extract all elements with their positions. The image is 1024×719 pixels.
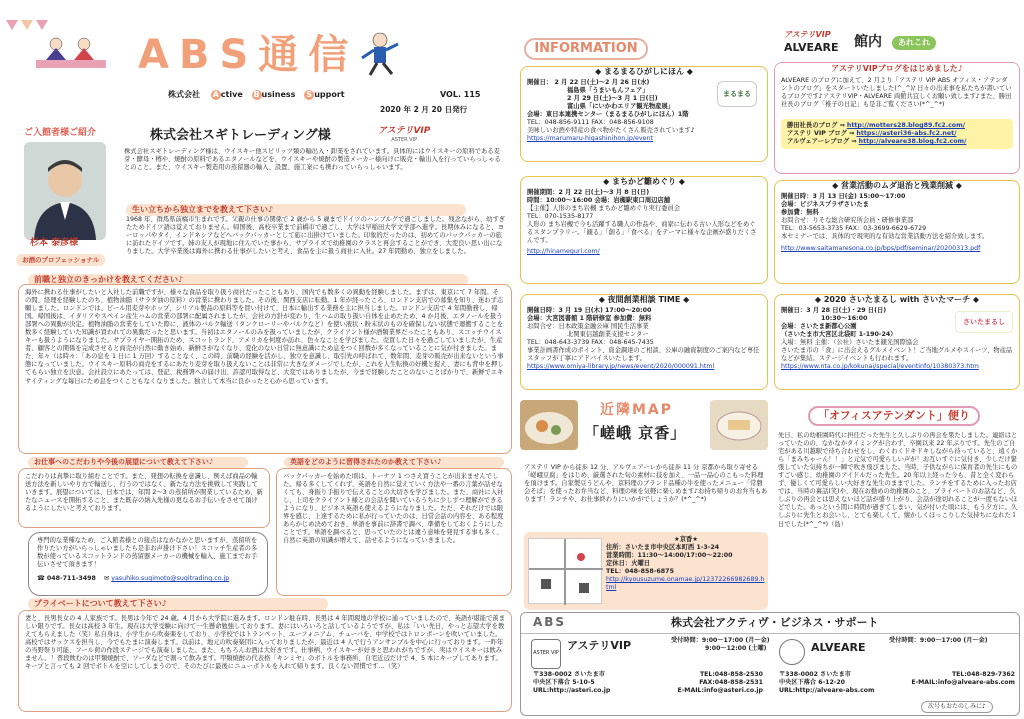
kinrin-url[interactable]: http://kyousuzume.onamae.jp/12372266982689.html xyxy=(606,576,765,592)
footer-asteri-name: アステリVIP xyxy=(567,639,632,652)
acronym-letter-b: B xyxy=(253,90,260,99)
kinrin-info xyxy=(524,532,768,610)
event-line: 開催日： 2 月 22 日(土)〜2 月 26 日(水) xyxy=(527,79,650,86)
kannai-ribbon: あれこれ xyxy=(892,36,936,50)
footer-company-name: 株式会社アクティヴ・ビジネス・サポート xyxy=(671,616,879,629)
kinrin-shop-name: 「嵯峨 京香」 xyxy=(584,424,687,442)
kannai-logo-bottom: ALVEARE xyxy=(784,41,839,54)
event-link[interactable]: https://www.omiya-library.jp/news/event/2020/000091.html xyxy=(527,363,715,371)
kinrin-info-line: TEL：048-858-6875 xyxy=(606,568,674,576)
food-photo-right xyxy=(710,400,768,450)
event-link[interactable]: http://hinameguri.com/ xyxy=(527,248,600,256)
info-event-2 xyxy=(520,176,768,284)
event-line: TEL：070-1535-8177 xyxy=(527,213,594,221)
private-box xyxy=(18,610,512,712)
event-line: 参加費：無料 xyxy=(781,209,819,217)
information-title: INFORMATION xyxy=(524,38,648,60)
abs-footer-logo: ABS xyxy=(533,615,567,629)
marumaru-logo: まるまる xyxy=(717,81,757,107)
private-heading: プライベートについて教えて下さい♪ xyxy=(28,598,328,610)
acronym-word-active: ctive xyxy=(220,90,243,99)
food-photo-left xyxy=(520,400,578,450)
contact-line xyxy=(29,575,267,583)
event-line: お問合せ：りそな総合研究所会員・研修事業部 xyxy=(781,217,914,225)
event-line: TEL：048-643-3739 FAX：048-645-7435 xyxy=(527,339,654,347)
phone-icon: ☎ xyxy=(37,575,45,582)
contact-mail[interactable]: yasuhiko.sugimoto@sugitrading.co.jp xyxy=(111,575,230,582)
mail-icon: ✉ xyxy=(103,575,110,582)
event-line: 【主催】人形のまち岩槻 まちかど雛めぐり実行委員会 xyxy=(527,205,681,213)
blog-link[interactable]: https://asteri36-abs.fc2.net/ xyxy=(856,130,957,138)
contact-text: 専門的な業種なため、ご入館者様との接点はなかなかと思いますが、蒸留所を作りたい方がいらっしゃいましたら是非お声掛け下さい！スコッチ生産者の多数が使っているスコットランドの蒸留器メーカーの機械を輸入、施工までお手伝いさせて頂きます！ xyxy=(37,537,258,569)
next-issue-note: 次号もおたのしみに♪ xyxy=(921,701,993,713)
section-body-2: 海外に携わる仕事がしたいと入社した前職ですが、様々な食品を取り扱う商社だったこともあり、国内でも数多くの異動を経験しました。まずは、東京にて 7 年間。その間、経理を経験したのち、植物油脂（サラダ油の原料）の営業に携わりました。その後、関西支店に転勤。1 年が経ったころ、ロンドン支店での募集を知り、迷わず志願しました。ロンドンでは、ビール用麦芽やホップ、シリアル製品の原料等を買い付けて、日本に輸出する業務を主に担当しました。ロンドン支店で 4 年間勤務し、帰国。帰国後は、イタリアやスペイン産生ハムの営業の部署に配属されましたが、会社の方針が変わり、生ハムの取り扱い自体を止めたため、4 か月後、エタノールを扱う部署への異動が決定。植物油脂の営業をしていた際に、液体のバルク輸送（タンクローリーやバルクなど）を使い液状・粉末状のものを確保しない状態で運搬することを数多く経験していた知識が買われての異動だったと思います。当初はエタノールのみを扱っていましたが、クライアント様が酒類業界だったこともあり、スコッチウイスキーも扱うようになりました。サプライヤー開拓のため、スコットランド、アメリカを何度か訪れ、色々なことを学びました。売買した日々を過ごしていましたが、生産者、顧客との関係を完成させると商売が自然に動き始め、新鮮さがなくなり、変化のない日常に無意識にため息をつく回数が多くなっていることに気が付きました。また、年々（は時々：「あの息を 1 日に 1 万回）することなく、この時、前職の経験を活かし、独立を意識し、取引先の呼ばれて、数年間、麦芽の販売が出来ないという事態になっていました。ウイスキー原料の商売をするにあたり麦芽を取り扱えないことは非常に大きなダメージでしたが、これを人生転換の好機と捉え、妻にも背中を押してもらい独立を決意。会社設立にあたっては、登記、税務署への届け出、許認可取得など、大変ではありましたが、今まで経験したことのないことばかりで、新鮮でエキサイティングな毎日にため息をつくこともなくなりました。独立して本当に良かったと心から思っています。 xyxy=(25,289,504,385)
blog-link-label: アルヴェアーレブログ ⇒ xyxy=(787,138,857,146)
event-line: 会場：さいたま新都心公園 xyxy=(781,323,857,331)
kannai-title: 館内 xyxy=(854,34,882,50)
event-link[interactable]: http://www.saitamaresona.co.jp/bps/pdf/seminar/20200313.pdf xyxy=(781,245,981,253)
event-title: ◆ 営業活動のムダ退治と残業削減 ◆ xyxy=(832,181,962,190)
event-title: ◆ まるまるひがしにほん ◆ xyxy=(595,67,693,76)
private-body: 妻と、長男長女の 4 人家族です。長男は今年で 24 歳。4 月から大学院に進みます。ロンドン駐在時、長男は 4 年間現地の学校に通っていましたので、英語が堪能で羨ましい限りです。長女は高校 3 年生。現在は大学受験に向けて一生懸命勉強しております。妻にはいろいろと話しているようですが、私は「いい先日、やっと志望大学を教えてもらえました（笑）私自身は、小学生から吹奏楽をしており、小学校ではトランペット、ユーフォニアム、チューバを、中学校ではトロンボーンを吹いていました。高校ではサックスを担当し、今でもたまに演奏します。以前は、地元の吹奏楽団に入っておりましたが、最近は 4 人で行うアンサンブルを中心に行っております。一昨年の当野祭り可能、フール荷の作段ステージでも演奏しました。また、もちろんお酒は大好きです。仕事柄、ウイスキーが好きと思われがちですが、実はウイスキーは飲みません。！普段飲むのは甲類焼酎で、ソーダなどで割って飲みます。甲類焼酎の代表格「キンミヤ」のボトルを事務所、自宅近辺だけで 4、5 本にキープしてあります。キープと言っても 2 回でボトルを空にしてしまうので、そのたびに最後にニューボトルを入れて帰ります。良くない習慣です…（笑） xyxy=(25,615,505,671)
footer-alveare-mail[interactable]: E-MAIL:info@alveare-abs.com xyxy=(911,678,1015,686)
newsletter-title: ABS通信 xyxy=(138,32,359,78)
map-graphic xyxy=(528,538,602,604)
event-title: ◆ 夜間創業相談 TIME ◆ xyxy=(598,295,690,304)
event-line: 会場：ビジネスプラザさいたま xyxy=(781,201,869,209)
blog-link[interactable]: http://alveare38.blog.fc2.com/ xyxy=(858,138,967,146)
kinrin-header xyxy=(520,400,768,460)
event-line: （さいたま市大宮区北袋町 1-190-24） xyxy=(781,331,897,339)
kannai-event-2 xyxy=(774,294,1020,390)
event-line: 美味しいお酒や特産の食べ物がたくさん販売されています♪ xyxy=(527,127,695,135)
footer-alveare-addr1: 〒338-0002 さいたま市 xyxy=(779,671,851,678)
feature-company-title: 株式会社スギトレーディング様 xyxy=(150,128,331,143)
kannai-event-1 xyxy=(774,180,1020,284)
acronym-word-business: usiness xyxy=(261,90,296,99)
footer-alveare-url[interactable]: URL:http://alveare-abs.com xyxy=(779,686,875,694)
section-heading-3: お仕事へのこだわりや今後の展望について教えて下さい♪ xyxy=(28,457,248,468)
section-box-4 xyxy=(276,468,512,596)
kinrin-body: アステリ VIP から徒歩 12 分、アルヴェアーレから徒歩 11 分 京都から取り寄せる「嵯峨豆腐」をはじめ、厳選された旬の素材に技を加え、一品一品心のこもった料理を頂けます。自家製豆うどんや、京料理のブランド品種の牛を使ったメニュー「常磐会そば」を使ったお弁当など、料理の味を気軽に楽しめます♪お持ち帰りのお弁当もあります！ランチや、お仕事終わりにいかがでしょうか？(*^_^*) xyxy=(524,464,768,504)
acronym-word-support: upport xyxy=(314,90,345,99)
info-event-3 xyxy=(520,294,768,390)
footer-asteri-hours-sat: 9:00〜12:00 (土曜) xyxy=(705,644,767,652)
attendant-heading-text: 「オフィスアテンダント」便り xyxy=(808,406,980,426)
section-heading-4: 英語をどのように習得されたのか教えて下さい♪ xyxy=(284,457,504,468)
event-line: 入場：無料 主催：（公社）さいたま観光国際協会 xyxy=(781,339,919,347)
footer-alveare-logo-icon xyxy=(779,639,805,665)
section-body-3: こだわりは真摯に取り組むことです。また、発想の転換を意識し、例えば商品の輸送方法を新しいやり方で輸送し、行うのではなく、新たな方法を挑戦して実践していきます。展望については、日本では、年間 2〜3 の蒸留所が開業しているため、新たなニュースを開拓すること、また既存の納入先様の更なるお手伝いをさせて頂けるようにしたいと考えております。 xyxy=(25,473,263,513)
event-line: 開催日：3 月 28 日(土)・29 日(日) xyxy=(781,307,887,314)
event-line: 会場：東日本連携センター（まるまるひがしにほん）1階 xyxy=(527,111,689,119)
event-title: ◆ 2020 さいたまるし with さいたマーチ ◆ xyxy=(814,295,980,304)
footer-asteri-mail[interactable]: E-MAIL:info@asteri.co.jp xyxy=(677,686,763,694)
event-line: 2 月 29 日(土)〜3 月 1 日(日) xyxy=(567,95,658,103)
person-portrait xyxy=(24,142,106,240)
contact-tel: 048-711-3498 xyxy=(46,575,96,582)
footer-asteri-addr2: 中央区下落合 5-10-5 xyxy=(533,678,595,686)
section-box-2 xyxy=(18,284,512,454)
event-line: 開催日時：3 月 13 日(金) 15:00〜17:00 xyxy=(781,193,906,200)
event-link[interactable]: https://www.nta.co.jp/kokunai/special/eventinfo/10380373.htm xyxy=(781,363,979,371)
kinrin-info-line: 住所：さいたま市中央区本町西 1-3-24 xyxy=(606,544,720,552)
contact-box xyxy=(28,532,268,596)
volume-number: VOL. 115 xyxy=(440,90,481,99)
hina-dolls-illustration xyxy=(36,30,106,70)
event-line: TEL：048-856-9111 FAX：048-856-9108 xyxy=(527,119,654,127)
attendant-heading xyxy=(776,404,1020,426)
blog-box xyxy=(774,62,1020,174)
event-line: 事業計画書作成のポイント、資金調達のご相談、公庫の融資制度のご案内など専任スタッフが丁寧にアドバイスいたします。 xyxy=(527,347,760,363)
footer-alveare-hours: 受付時間：9:00〜17:00 (月〜金) xyxy=(889,637,988,644)
event-line: さいたま市の「食」に出会えるグルメイベント！ご当地グルメやスイーツ、物産品などが集結。ステージイベントも行われます。 xyxy=(781,347,1013,363)
person-label: お酒のプロフェッショナル xyxy=(16,254,105,266)
saitamarushi-logo: さいたまるし xyxy=(955,311,1013,333)
footer-alveare-name: ALVEARE xyxy=(811,641,866,654)
event-title: ◆ まちかど雛めぐり ◆ xyxy=(603,177,685,186)
event-line: 開催期間：2 月 22 日(土)〜3 月 8 日(日) xyxy=(527,189,650,196)
blog-link[interactable]: http://motters28.blog89.fc2.com/ xyxy=(846,122,965,129)
event-line: 本セミナーでは、具体的で現実的な有効な営業活動方法を紹介致します。 xyxy=(781,233,989,241)
footer-asteri-hours: 受付時間：9:00〜17:00 (月〜金) xyxy=(671,637,770,644)
asteri-vip-logo xyxy=(378,126,430,144)
kinrin-info-title: ★京香★ xyxy=(674,536,698,543)
event-line: 10:30〜16:00 xyxy=(821,315,868,323)
blog-heading: アステリVIPブログをはじめました♪ xyxy=(775,63,1019,75)
issue-date: 2020 年 2 月 20 日発行 xyxy=(380,105,468,114)
company-prefix: 株式会社 xyxy=(168,90,200,99)
event-line: TEL：03-5653-3735 FAX：03-3699-6629-6729 xyxy=(781,225,927,233)
event-line: 時間：10:00〜16:00 会場：岩槻駅東口周辺店舗 xyxy=(527,197,671,205)
footer-asteri-logo: ASTER VIP xyxy=(531,639,561,669)
footer-alveare-tel: TEL:048-829-7362 xyxy=(951,671,1015,678)
info-event-1 xyxy=(520,66,768,162)
section-body-1: 1968 年、群馬県前橋市生まれです。父親の仕事の関係で 2 歳から 5 歳までドイツのハンブルグで過ごしました。残念ながら、幼すぎたためドイツ語は覚えておりません。帰国後、高校卒業まで前橋市で過ごし、大学は早稲田大学文学部へ進学。長期休みになると、ヨーロッパやタイ、インドネシアなどへバックパッカーとして旅に出掛けていました。印象的だったのは、初めてのバックパッカーの旅に訪れたドイツです。姉の友人が現地に住んでいた事から、サプライズで幼稚園のクラスと再会することができ、大変良い思い出になりました。大学卒業後は海外に携わる仕事がしたいと考え、食品を主に扱う商社に入社。27 年間勤め、独立をしました。 xyxy=(126,216,506,256)
footer-alveare-addr2: 中央区下落合 6-12-20 xyxy=(779,678,845,686)
acronym-letter-s: S xyxy=(304,90,314,100)
event-line: 北関東信越創業支援センター xyxy=(567,331,649,339)
blog-link-label: 勝田社長のブログ ⇒ xyxy=(787,122,845,129)
kannai-header xyxy=(780,30,1016,58)
footer-asteri-tel: TEL:048-858-2530 xyxy=(699,671,763,678)
blog-link-label: アステリ VIP ブログ ⇒ xyxy=(787,130,855,138)
section-heading-1: 生い立ちから独立までを教えて下さい♪ xyxy=(126,204,466,216)
logo-text: アステリVIP xyxy=(378,126,431,136)
event-line: 会場：大宮図書館 1 階研修室 参加費：無料 xyxy=(527,315,652,323)
event-line: 開催日時：3 月 19 日(木) 17:00〜20:00 xyxy=(527,307,652,314)
kannai-logo-top: アステリVIP xyxy=(784,30,831,39)
section-heading-2: 前職と独立のきっかけを教えてください♪ xyxy=(28,274,468,286)
acronym-letter-a: A xyxy=(212,90,219,99)
event-line: お問合せ：日本政策金融公庫 国民生活事業 xyxy=(527,323,649,331)
footer-asteri-addr1: 〒338-0002 さいたま市 xyxy=(533,671,605,678)
logo-subtext: ASTER VIP xyxy=(391,137,418,144)
event-line: 人形の まち岩槻で今も活躍する職人の作品や、商家に伝わる古い人形などをめぐるスタンプラリー。「観る」「創る」「食べる」をテーマに様々な企画が盛りだくさんです。 xyxy=(527,221,757,245)
kinrin-info-line: 営業時間：11:30〜14:00/17:00〜22:00 xyxy=(606,552,733,560)
event-line: 福島県「うまいもんフェア」 xyxy=(567,87,649,95)
section-body-4: バックパッカーを始めた頃は、トーナツ 1 つさえ買うことが出来ませんでした。帰る多くしてくれず、英語を自然に覚えていく方法や一番の言葉が話せなくても、身振り手振りで伝えることの大切さを学びました。また、商社に入社し、上司をクライアント様との会話を聞いているうちに少しずつ理解ができるようになり、ビジネス英語も使えるようになりました。ただ、それだけでは限界を感じ、上達するために私が行っていたのは、日常会話の内容を、ある程度あらかじめ決めておき、単語を事前に辞書で調べ、準備をしておくようにしたことです。単語を調べると、思っていたのとは違う意味を発見する事も多く、自然に英語の知識が増えて、話せるようになっていきました。 xyxy=(283,473,504,545)
blog-body: ALVEARE のブログに加えて、2 月より「アステリ VIP ABS オフィス・アテンダントのブログ」をスタートいたしました(^_^)/ 日々の出来事を私たちが書いているブログです♪アステリVIP・ALVEARE 両館共宜しくお願い致します♪また、勝田社長のブログ「椎子の日記」も是非ご覧ください(*^_^*) xyxy=(781,77,1012,109)
intro-label: ご入館者様ご紹介 xyxy=(24,128,97,138)
runner-illustration xyxy=(350,30,410,78)
kinrin-info-line: 定休日：火曜日 xyxy=(606,560,651,568)
footer-company-bar xyxy=(521,613,1020,633)
company-tagline xyxy=(168,90,345,100)
attendant-body: 先日、私の幼稚園時代に担任だった先生と久しぶりの再会を果たしました。連絡はとっていたのの、なかなかタイミングが合わず、卒園以来 22 年ぶりです。先生のご自宅がある川越駅で待ち合わせをし、わくわくドキドキしながら待っていると、遠くから「まみちゃーん！！」と元気で可愛らしい声が！お互いすぐに気付き、少しだけ緊張していた気持ちが一瞬で吹き飛びました。当時、子供ながらに保育者の先生にものすごい感じ、幼稚園のアイドルだった先生。20 年以上経った今も、昔と全く変わらず、優しくて可愛らしい大好きな先生のままでした。ランチをするために入ったお店では、当時の裏話(笑)や、現在お勤めの幼稚園のこと、プライベートのお話など、久しぶりの再会とは思えないほど話が盛り上がり、会話が途切れることが一度もないほどでした。あっという間に時間が過ぎてしまい、気が付いた頃には、もう夕方に。久しぶりに先生とお会いし、とても楽しくて、懐かしくほっこりした気持ちになれた１日でした(*^_^*)（島） xyxy=(778,432,1018,528)
kinrin-title: 近隣MAP xyxy=(600,402,674,418)
event-link[interactable]: https://marumaru-higashinihon.jp/event xyxy=(527,135,653,143)
footer-asteri-fax: FAX:048-858-2531 xyxy=(699,678,763,686)
person-name: 杉本 泰彦様 xyxy=(30,238,79,248)
feature-intro-text: 株式会社スギトレーディング様は、ウイスキー他スピリッツ類の輸出入・卸業をされています。具体的にはウイスキーの原料である麦芽・酵母・樽や、焼酎の原料であるエタノールなどを、ウイスキーや焼酎の製造メーカー様向けに販売・輸出入を行っていらっしゃるとのこと。また、ウイスキー製造用の蒸留器の輸入、設置、施工案にも携わっていらっしゃいます。 xyxy=(124,148,501,172)
event-line: 富山県「にいかわエリア観光物産展」 xyxy=(567,103,675,111)
footer-asteri-url[interactable]: URL:http://asteri.co.jp xyxy=(533,686,611,694)
footer xyxy=(520,612,1020,716)
section-box-3 xyxy=(18,468,270,528)
